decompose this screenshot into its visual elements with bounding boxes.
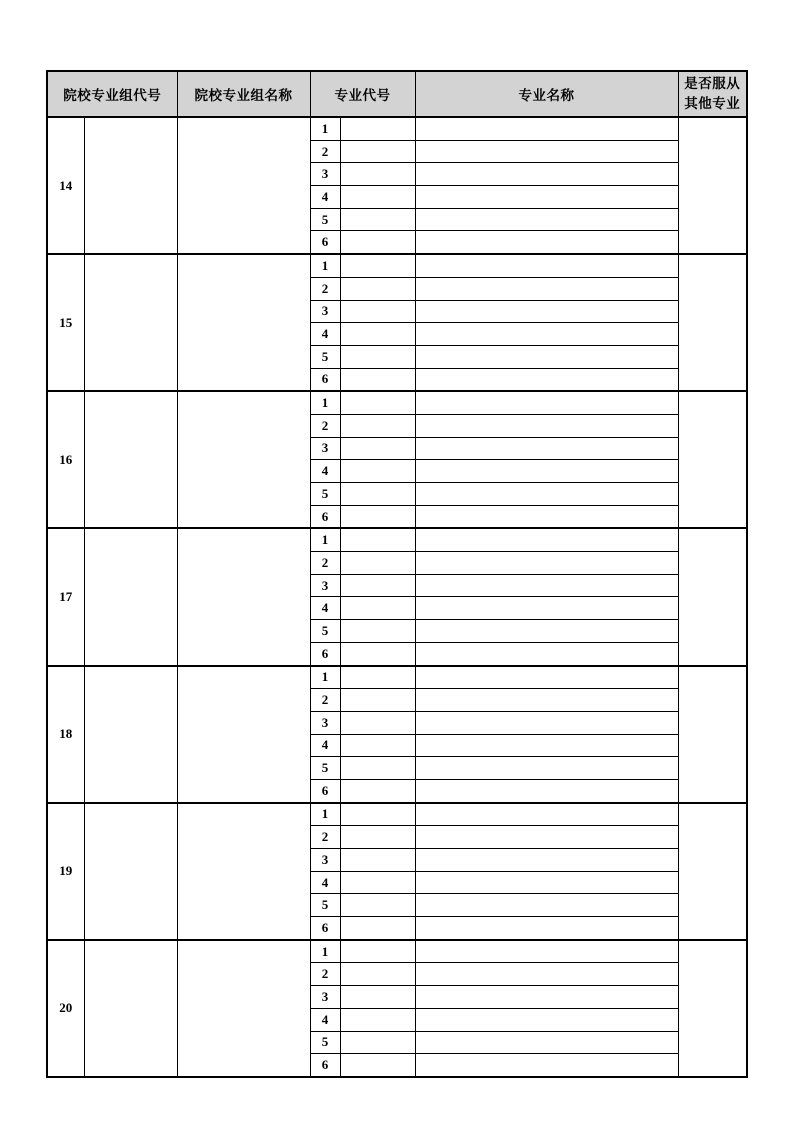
major-seq-cell: 1: [310, 803, 340, 826]
major-code-cell: [340, 894, 415, 917]
major-code-cell: [340, 437, 415, 460]
major-seq-cell: 2: [310, 826, 340, 849]
major-name-cell: [415, 323, 678, 346]
major-name-cell: [415, 437, 678, 460]
major-seq-cell: 4: [310, 871, 340, 894]
obey-other-major-cell: [678, 803, 747, 940]
group-name-cell: [177, 117, 310, 254]
major-seq-cell: 6: [310, 505, 340, 528]
major-seq-cell: 1: [310, 117, 340, 140]
major-code-cell: [340, 117, 415, 140]
group-code-cell: [84, 391, 177, 528]
major-name-cell: [415, 711, 678, 734]
major-code-cell: [340, 666, 415, 689]
major-name-cell: [415, 734, 678, 757]
header-major-code: 专业代号: [310, 71, 415, 117]
group-number-cell: 17: [47, 528, 84, 665]
major-name-cell: [415, 963, 678, 986]
major-code-cell: [340, 254, 415, 277]
major-row: [47, 666, 747, 689]
major-seq-cell: 6: [310, 779, 340, 802]
major-code-cell: [340, 986, 415, 1009]
group-number-cell: 14: [47, 117, 84, 254]
major-code-cell: [340, 552, 415, 575]
major-code-cell: [340, 642, 415, 665]
major-name-cell: [415, 483, 678, 506]
major-seq-cell: 2: [310, 963, 340, 986]
group-code-cell: [84, 940, 177, 1077]
major-seq-cell: 6: [310, 368, 340, 391]
major-seq-cell: 5: [310, 1031, 340, 1054]
obey-other-major-cell: [678, 940, 747, 1077]
header-obey-line1: 是否服从: [684, 76, 741, 92]
major-name-cell: [415, 620, 678, 643]
major-seq-cell: 3: [310, 163, 340, 186]
group-name-cell: [177, 666, 310, 803]
major-seq-cell: 3: [310, 300, 340, 323]
major-name-cell: [415, 528, 678, 551]
group-code-cell: [84, 666, 177, 803]
major-code-cell: [340, 689, 415, 712]
major-row: [47, 391, 747, 414]
major-seq-cell: 1: [310, 254, 340, 277]
major-code-cell: [340, 323, 415, 346]
obey-other-major-cell: [678, 528, 747, 665]
major-code-cell: [340, 414, 415, 437]
major-name-cell: [415, 552, 678, 575]
header-row: [47, 71, 747, 117]
major-seq-cell: 5: [310, 620, 340, 643]
group-number-cell: 16: [47, 391, 84, 528]
major-code-cell: [340, 231, 415, 254]
major-name-cell: [415, 505, 678, 528]
major-name-cell: [415, 642, 678, 665]
major-name-cell: [415, 689, 678, 712]
major-name-cell: [415, 460, 678, 483]
major-name-cell: [415, 163, 678, 186]
major-code-cell: [340, 574, 415, 597]
major-code-cell: [340, 1031, 415, 1054]
major-name-cell: [415, 666, 678, 689]
major-name-cell: [415, 986, 678, 1009]
major-code-cell: [340, 1008, 415, 1031]
major-code-cell: [340, 368, 415, 391]
group-name-cell: [177, 391, 310, 528]
major-seq-cell: 5: [310, 894, 340, 917]
major-seq-cell: 3: [310, 574, 340, 597]
major-name-cell: [415, 940, 678, 963]
major-name-cell: [415, 231, 678, 254]
major-code-cell: [340, 734, 415, 757]
major-code-cell: [340, 300, 415, 323]
group-code-cell: [84, 528, 177, 665]
group-name-cell: [177, 528, 310, 665]
major-name-cell: [415, 917, 678, 940]
major-seq-cell: 6: [310, 917, 340, 940]
group-number-cell: 20: [47, 940, 84, 1077]
major-code-cell: [340, 871, 415, 894]
major-name-cell: [415, 368, 678, 391]
major-code-cell: [340, 779, 415, 802]
major-preference-table: [46, 70, 748, 1078]
major-code-cell: [340, 345, 415, 368]
major-name-cell: [415, 391, 678, 414]
major-name-cell: [415, 300, 678, 323]
major-seq-cell: 5: [310, 483, 340, 506]
major-code-cell: [340, 757, 415, 780]
major-name-cell: [415, 208, 678, 231]
major-code-cell: [340, 826, 415, 849]
major-code-cell: [340, 849, 415, 872]
major-code-cell: [340, 917, 415, 940]
header-obey-line2: 其他专业: [684, 96, 741, 111]
major-seq-cell: 4: [310, 186, 340, 209]
major-name-cell: [415, 254, 678, 277]
group-code-cell: [84, 117, 177, 254]
major-code-cell: [340, 963, 415, 986]
major-name-cell: [415, 140, 678, 163]
major-name-cell: [415, 757, 678, 780]
major-code-cell: [340, 1054, 415, 1077]
major-name-cell: [415, 871, 678, 894]
major-seq-cell: 2: [310, 414, 340, 437]
major-seq-cell: 2: [310, 689, 340, 712]
major-seq-cell: 3: [310, 437, 340, 460]
major-code-cell: [340, 391, 415, 414]
major-code-cell: [340, 711, 415, 734]
major-code-cell: [340, 528, 415, 551]
major-code-cell: [340, 186, 415, 209]
major-name-cell: [415, 1031, 678, 1054]
major-row: [47, 528, 747, 551]
major-name-cell: [415, 186, 678, 209]
group-name-cell: [177, 254, 310, 391]
major-seq-cell: 4: [310, 734, 340, 757]
major-row: [47, 803, 747, 826]
major-code-cell: [340, 620, 415, 643]
group-code-cell: [84, 254, 177, 391]
header-major-name: 专业名称: [415, 71, 678, 117]
major-name-cell: [415, 894, 678, 917]
major-code-cell: [340, 940, 415, 963]
header-obey-other-major: [678, 71, 747, 117]
major-seq-cell: 4: [310, 323, 340, 346]
major-seq-cell: 2: [310, 552, 340, 575]
major-code-cell: [340, 505, 415, 528]
major-seq-cell: 4: [310, 1008, 340, 1031]
major-seq-cell: 2: [310, 277, 340, 300]
major-name-cell: [415, 1054, 678, 1077]
major-name-cell: [415, 597, 678, 620]
major-name-cell: [415, 117, 678, 140]
major-name-cell: [415, 414, 678, 437]
major-seq-cell: 6: [310, 231, 340, 254]
obey-other-major-cell: [678, 391, 747, 528]
group-name-cell: [177, 940, 310, 1077]
major-code-cell: [340, 163, 415, 186]
major-seq-cell: 1: [310, 940, 340, 963]
group-number-cell: 19: [47, 803, 84, 940]
major-code-cell: [340, 483, 415, 506]
major-seq-cell: 4: [310, 597, 340, 620]
group-number-cell: 15: [47, 254, 84, 391]
major-seq-cell: 3: [310, 986, 340, 1009]
major-name-cell: [415, 1008, 678, 1031]
major-name-cell: [415, 277, 678, 300]
major-name-cell: [415, 849, 678, 872]
major-row: [47, 117, 747, 140]
major-seq-cell: 5: [310, 345, 340, 368]
major-row: [47, 254, 747, 277]
major-code-cell: [340, 208, 415, 231]
header-group-code: 院校专业组代号: [47, 71, 177, 117]
group-name-cell: [177, 803, 310, 940]
major-seq-cell: 2: [310, 140, 340, 163]
major-row: [47, 940, 747, 963]
major-seq-cell: 4: [310, 460, 340, 483]
obey-other-major-cell: [678, 117, 747, 254]
header-group-name: 院校专业组名称: [177, 71, 310, 117]
major-name-cell: [415, 826, 678, 849]
table-body: [47, 117, 747, 1077]
obey-other-major-cell: [678, 254, 747, 391]
group-code-cell: [84, 803, 177, 940]
major-name-cell: [415, 803, 678, 826]
major-seq-cell: 1: [310, 666, 340, 689]
major-seq-cell: 1: [310, 391, 340, 414]
major-seq-cell: 6: [310, 1054, 340, 1077]
major-name-cell: [415, 345, 678, 368]
major-seq-cell: 5: [310, 208, 340, 231]
major-name-cell: [415, 574, 678, 597]
major-code-cell: [340, 140, 415, 163]
major-seq-cell: 1: [310, 528, 340, 551]
major-code-cell: [340, 803, 415, 826]
major-code-cell: [340, 277, 415, 300]
major-seq-cell: 6: [310, 642, 340, 665]
major-seq-cell: 3: [310, 849, 340, 872]
major-seq-cell: 3: [310, 711, 340, 734]
major-name-cell: [415, 779, 678, 802]
obey-other-major-cell: [678, 666, 747, 803]
major-seq-cell: 5: [310, 757, 340, 780]
group-number-cell: 18: [47, 666, 84, 803]
major-code-cell: [340, 597, 415, 620]
major-code-cell: [340, 460, 415, 483]
